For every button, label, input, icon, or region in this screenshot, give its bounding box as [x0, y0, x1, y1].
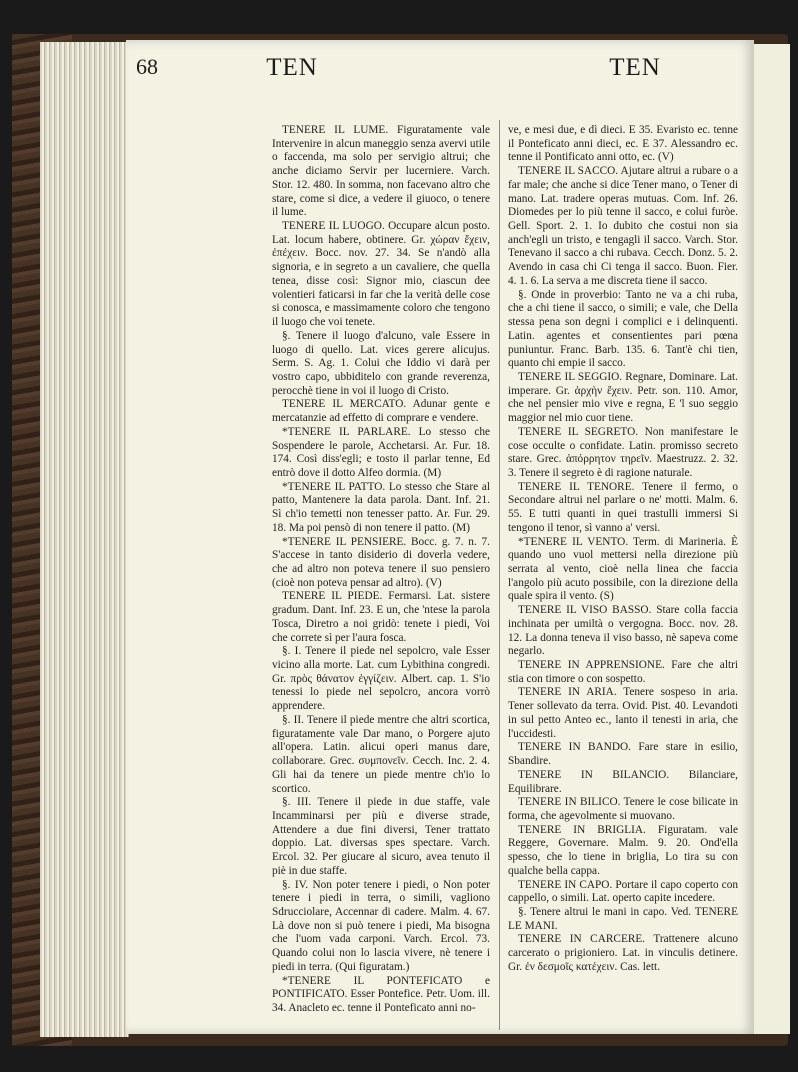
page-header — [0, 54, 798, 94]
next-page-edge — [750, 44, 790, 1034]
header-right-guideword: TEN — [609, 54, 661, 81]
entry: TENERE IL LUME. Figuratamente vale Intervenire in alcun maneggio senza avervi utile o faccenda, ma solo per servigio altrui; che anche diciamo Servir per lucerniere. Varch. Stor. 12. 480. In somma, non facevano altro che stare, come si dice, a vedere il giuoco, o tenere il lume. — [272, 124, 490, 219]
entry: TENERE IN APPRENSIONE. Fare che altri stia con timore o con sospetto. — [508, 659, 738, 685]
entry: TENERE IL VISO BASSO. Stare colla faccia inchinata per umiltà o vergogna. Bocc. nov. 28. 12. La donna teneva il viso basso, nè sapeva come negarlo. — [508, 604, 738, 658]
entry: TENERE IN BANDO. Fare stare in esilio, Sbandire. — [508, 741, 738, 768]
entry: *TENERE IL PARLARE. Lo stesso che Sospendere le parole, Acchetarsi. Ar. Fur. 18. 174. Così diss'egli; e tosto il parlar tenne, Ed entrò dove il dotto Alfeo dormia. (M) — [272, 425, 490, 479]
entry: *TENERE IL PENSIERE. Bocc. g. 7. n. 7. S'accese in tanto disiderio di doverla vedere, che ad altro non poteva tenere il suo pensiero (cioè non poteva pensar ad altro). (V) — [272, 535, 490, 589]
header-left-guideword: TEN — [266, 54, 318, 81]
entry-continuation: ve, e mesi due, e dì dieci. E 35. Evaristo ec. tenne il Ponteficato anni dieci, ec. E 37. Alessandro ec. tenne il Pontificato anni otto, ec. (V) — [508, 124, 738, 164]
entry: TENERE IL SEGRETO. Non manifestare le cose occulte o confidate. Latin. promisso secreto stare. Grec. ἀπόρρητον τηρεῖν. Maestruzz. 2. 32. 3. Tenere il segreto è di ragione naturale. — [508, 425, 738, 479]
entry: *TENERE IL VENTO. Term. di Marineria. È quando uno vuol mettersi nella direzione più serrata al vento, cioè nella linea che faccia l'angolo più acuto possibile, con la direzione della quale spira il vento. (S) — [508, 535, 738, 603]
column-divider — [499, 120, 500, 1030]
entry: TENERE IN ARIA. Tenere sospeso in aria. Tener sollevato da terra. Ovid. Pist. 40. Levandoti in sul petto Anteo ec., lanto il tenesti in aria, che l'uccidesti. — [508, 686, 738, 740]
entry: TENERE IN CARCERE. Trattenere alcuno carcerato o prigioniero. Lat. in vinculis detinere. Gr. ἐν δεσμοῖς κατέχειν. Cas. lett. — [508, 933, 738, 973]
entry: §. Tenere altrui le mani in capo. Ved. TENERE LE MANI. — [508, 905, 738, 932]
entry: TENERE IL TENORE. Tenere il fermo, o Secondare altrui nel parlare o ne' motti. Malm. 6. 55. E tutti quanti in quei trastulli immersi Si tengono il tenor, sì vanno a' versi. — [508, 480, 738, 534]
entry: TENERE IL PIEDE. Fermarsi. Lat. sistere gradum. Dant. Inf. 23. E un, che 'ntese la parola Tosca, Diretro a noi gridò: tenete i piedi, Voi che correte sì per l'aura fosca. — [272, 590, 490, 644]
entry: *TENERE IL PATTO. Lo stesso che Stare al patto, Mantenere la data parola. Dant. Inf. 21. Sì ch'io temetti non tenesser patto. Ar. Fur. 29. 18. Ma poi pensò di non tenere il patto. (M) — [272, 480, 490, 534]
page-edges — [40, 42, 129, 1037]
entry: TENERE IN BILANCIO. Bilanciare, Equilibrare. — [508, 768, 738, 795]
entry: §. IV. Non poter tenere i piedi, o Non poter tenere i piedi in terra, o simili, vagliono Sdrucciolare, Accennar di cadere. Malm. 4. 67. Là dove non si può tenere i piedi, Ma bisogna che l'uom vada carponi. Varch. Ercol. 73. Quando colui non lo lascia vivere, nè tenere i piedi in terra. (Qui figuratam.) — [272, 878, 490, 973]
entry: *TENERE IL PONTEFICATO e PONTIFICATO. Esser Pontefice. Petr. Uom. ill. 34. Anacleto ec. tenne il Ponteficato anni no- — [272, 974, 490, 1014]
page-number: 68 — [136, 54, 158, 79]
entry: TENERE IL LUOGO. Occupare alcun posto. Lat. locum habere, obtinere. Gr. χώραν ἔχειν, ἐπέχειν. Bocc. nov. 27. 34. Se n'andò alla signoria, e in segreto a un cavaliere, che quella tenea, disse così: Signor mio, ciascun dee volentieri faticarsi in far che la verità delle cose si conosca, e massimamente coloro che tengono il luogo che voi tenete. — [272, 220, 490, 329]
entry: §. I. Tenere il piede nel sepolcro, vale Esser vicino alla morte. Lat. cum Lybithina congredi. Gr. πρὸς θάνατον ἐγγίζειν. Albert. cap. 1. S'io tenessi lo piede nel sepolcro, ancora vorrò apprendere. — [272, 645, 490, 713]
right-column — [508, 124, 738, 1026]
entry: §. Tenere il luogo d'alcuno, vale Essere in luogo di quello. Lat. vices gerere alicujus. Serm. S. Ag. 1. Colui che Iddio vi darà per vostro capo, ubbiditelo con grande reverenza, perocchè tiene in voi il luogo di Cristo. — [272, 329, 490, 397]
entry: TENERE IN CAPO. Portare il capo coperto con cappello, o simili. Lat. operto capite incedere. — [508, 878, 738, 905]
left-column — [272, 124, 490, 1026]
entry: §. III. Tenere il piede in due staffe, vale Incamminarsi per più e diverse strade, Attendere a due fini diversi, Tener trattato doppio. Lat. diversas spes spectare. Varch. Ercol. 32. Per giucare al sicuro, avea tenuto il piè in due staffe. — [272, 796, 490, 877]
entry: TENERE IN BRIGLIA. Figuratam. vale Reggere, Governare. Malm. 9. 20. Ond'ella spesso, che lo tiene in briglia, Lo tira su con qualche bella cappa. — [508, 823, 738, 877]
entry: TENERE IL MERCATO. Adunar gente e mercatanzie ad effetto di comprare e vendere. — [272, 398, 490, 425]
entry: TENERE IL SEGGIO. Regnare, Dominare. Lat. imperare. Gr. ἀρχὴν ἔχειν. Petr. son. 110. Amor, che nel pensier mio vive e regna, E 'l suo seggio maggior nel mio cuor tiene. — [508, 370, 738, 425]
entry: §. II. Tenere il piede mentre che altri scortica, figuratamente vale Dar mano, o Porgere ajuto all'opera. Latin. alicui operi manus dare, collaborare. Grec. συμπονεῖν. Cecch. Inc. 2. 4. Gli hai da tenere un piede mentre ch'io lo scortico. — [272, 713, 490, 795]
entry: TENERE IN BILICO. Tenere le cose bilicate in forma, che agevolmente si muovano. — [508, 796, 738, 822]
entry: TENERE IL SACCO. Ajutare altrui a rubare o a far male; che anche si dice Tener mano, o Tener di mano. Lat. tradere operas mutuas. Com. Inf. 26. Diomedes per lo più tenne il sacco, e colui furòe. Gell. Sport. 2. 1. Io dubito che costui non sia anch'egli un tristo, e tengagli il sacco. Varch. Stor. Tenevano il sacco a chi rubava. Cecch. Donz. 5. 2. Avendo in casa chi Ci tenga il sacco. Buon. Fier. 4. 1. 6. La serva a me discreta tiene il sacco. — [508, 165, 738, 287]
entry: §. Onde in proverbio: Tanto ne va a chi ruba, che a chi tiene il sacco, o simili; e vale, che Della stessa pena son degni i complici e i delinquenti. Latin. agentes et consentientes pari pœna puniuntur. Franc. Barb. 135. 6. Tant'è chi tien, quanto chi empie il sacco. — [508, 288, 738, 370]
